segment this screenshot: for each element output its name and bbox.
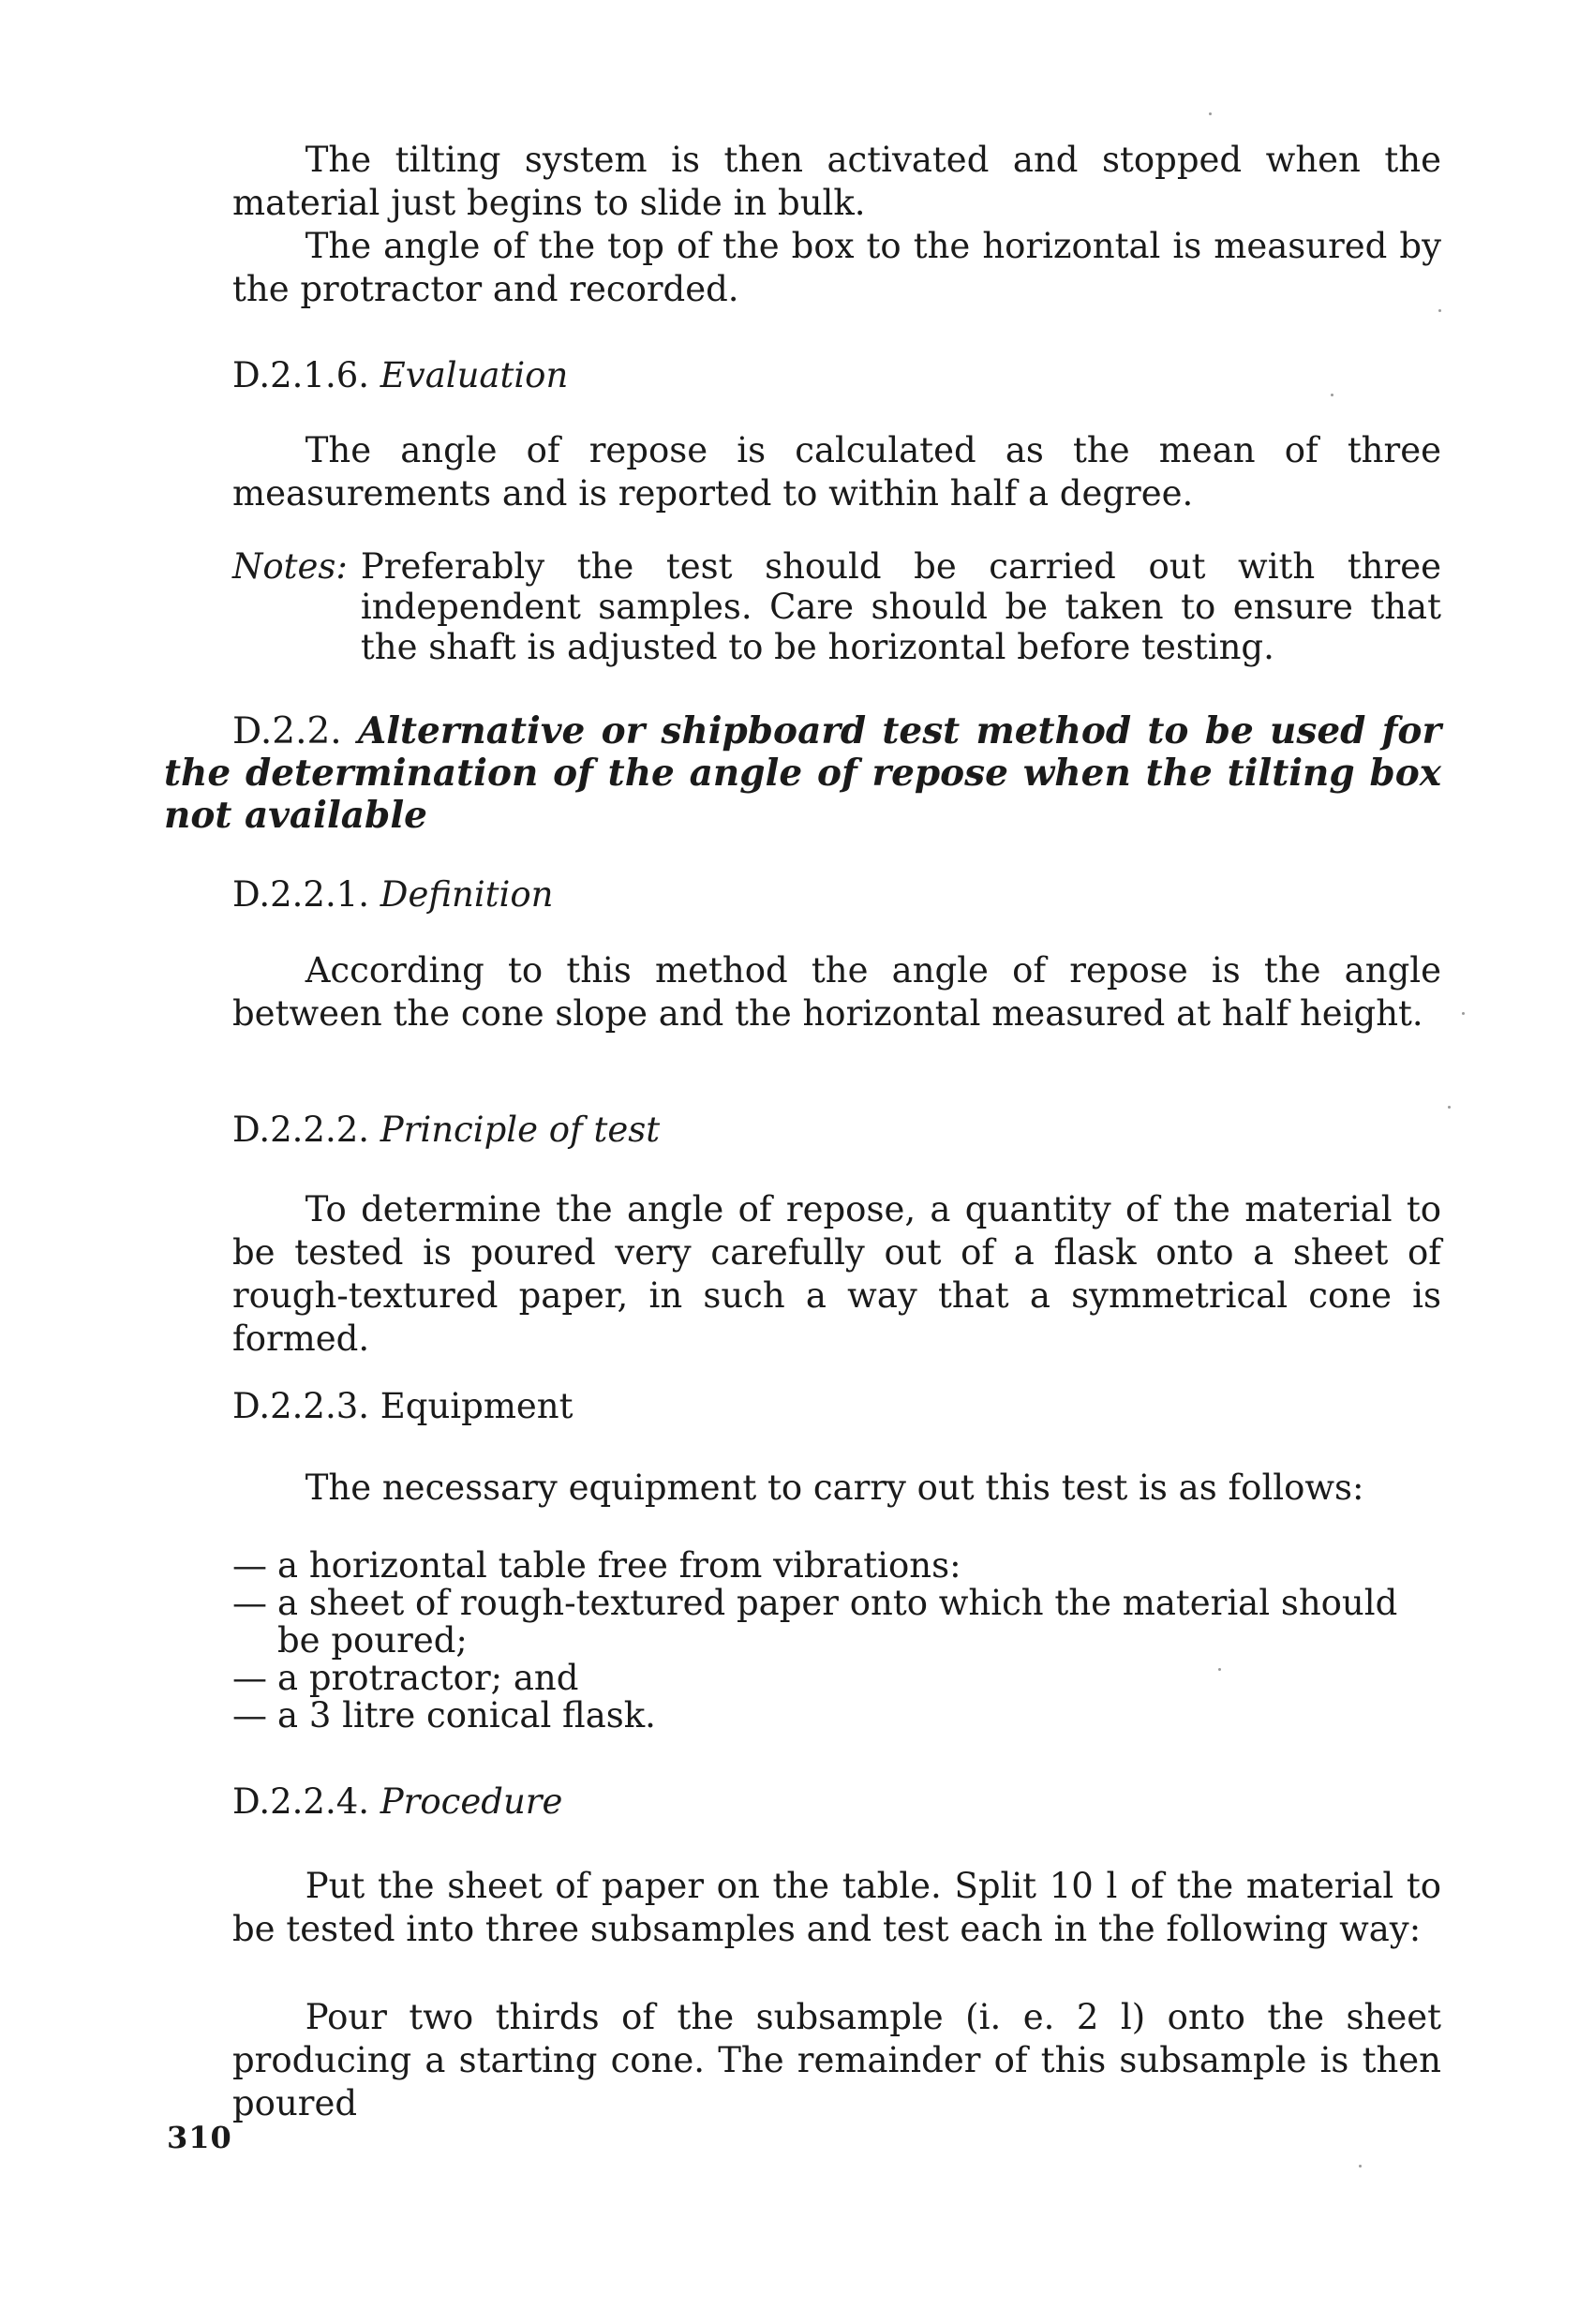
list-dash: — xyxy=(232,1545,267,1586)
list-item xyxy=(232,1697,1441,1735)
list-item-text: a sheet of rough-textured paper onto which the material should be poured; xyxy=(277,1583,1398,1661)
scan-speck xyxy=(1331,394,1333,396)
section-number: D.2.2.1. xyxy=(232,874,370,915)
notes-block xyxy=(232,546,1441,667)
paragraph-angle-of-repose-calc: The angle of repose is calculated as the mean of three measurements and is reported to within half a degree. xyxy=(232,430,1441,514)
section-number: D.2.2.2. xyxy=(232,1110,370,1150)
scan-speck xyxy=(1462,1012,1465,1015)
scan-speck xyxy=(1448,1106,1451,1109)
section-title: Principle of test xyxy=(380,1110,661,1150)
paragraph-angle-measured: The angle of the top of the box to the horizontal is measured by the protractor and recorded. xyxy=(232,226,1441,309)
list-dash: — xyxy=(232,1695,267,1736)
list-dash: — xyxy=(232,1658,267,1698)
paragraph-definition: According to this method the angle of repose is the angle between the cone slope and the horizontal measured at half height. xyxy=(232,950,1441,1034)
list-item-text: a 3 litre conical flask. xyxy=(277,1695,656,1736)
heading-definition xyxy=(232,873,1441,916)
scan-speck xyxy=(1209,112,1212,115)
paragraph-equipment-intro: The necessary equipment to carry out this test is as follows: xyxy=(305,1467,1364,1508)
section-number: D.2.2.3. xyxy=(232,1386,370,1426)
scan-speck xyxy=(1359,2165,1362,2168)
list-item xyxy=(232,1585,1441,1660)
section-number: D.2.2.4. xyxy=(232,1781,370,1822)
section-title: Equipment xyxy=(380,1386,574,1426)
section-number: D.2.1.6. xyxy=(232,355,370,395)
notes-label: Notes: xyxy=(232,546,348,587)
heading-procedure xyxy=(232,1780,1441,1824)
scan-speck xyxy=(1438,309,1441,312)
section-title: Alternative or shipboard test method to be used for the determination of the angle of repose when the tilting box not available xyxy=(164,709,1441,837)
list-item xyxy=(232,1660,1441,1697)
list-dash: — xyxy=(232,1583,267,1623)
section-number: D.2.2. xyxy=(232,710,342,752)
heading-equipment xyxy=(232,1385,1441,1428)
list-item xyxy=(232,1547,1441,1585)
list-item-text: a protractor; and xyxy=(277,1658,579,1698)
section-title: Evaluation xyxy=(380,355,569,395)
heading-alternative-method xyxy=(164,710,1441,837)
equipment-list xyxy=(232,1547,1441,1735)
paragraph-tilting-system: The tilting system is then activated and stopped when the material just begins to slide in bulk. xyxy=(232,140,1441,223)
section-title: Procedure xyxy=(380,1781,563,1822)
paragraph-procedure-pour: Pour two thirds of the subsample (i. e. 2 l) onto the sheet producing a starting cone. The remainder of this subsample is then poured xyxy=(232,1997,1441,2123)
notes-text: Preferably the test should be carried out with three independent samples. Care should be taken to ensure that the shaft is adjusted to be horizontal before testing. xyxy=(360,546,1441,667)
section-title: Definition xyxy=(380,874,554,915)
heading-principle-of-test xyxy=(232,1109,1441,1152)
heading-evaluation xyxy=(232,354,1441,397)
scan-speck xyxy=(1218,1668,1221,1671)
paragraph-principle: To determine the angle of repose, a quantity of the material to be tested is poured very carefully out of a flask onto a sheet of rough-textured paper, in such a way that a symmetrical cone is formed. xyxy=(232,1189,1441,1359)
list-item-text: a horizontal table free from vibrations: xyxy=(277,1545,961,1586)
paragraph-procedure-split: Put the sheet of paper on the table. Split 10 l of the material to be tested into three subsamples and test each in the following way: xyxy=(232,1866,1441,1949)
page-number: 310 xyxy=(167,2120,232,2155)
